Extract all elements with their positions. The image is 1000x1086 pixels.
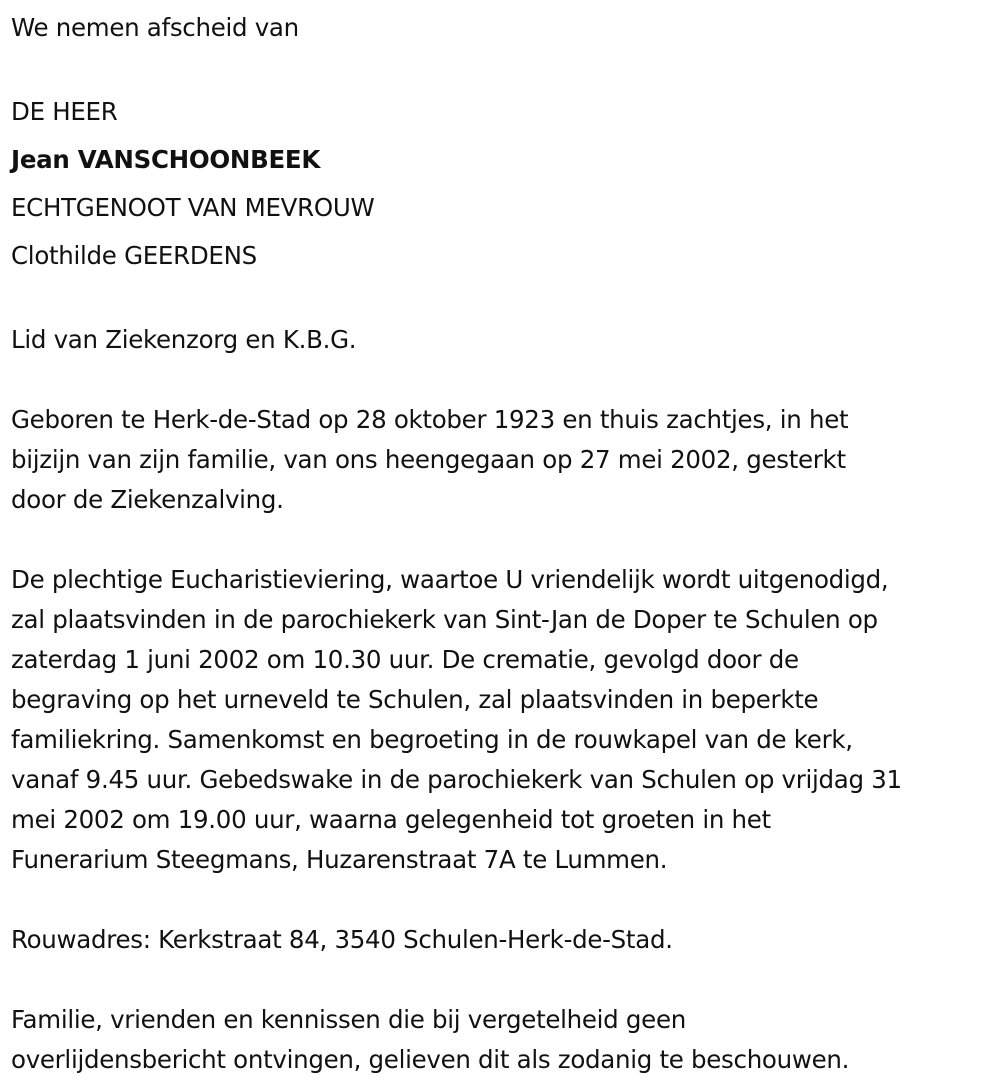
paragraph-line: zaterdag 1 juni 2002 om 10.30 uur. De crematie, gevolgd door de (11, 645, 799, 674)
spacer (11, 960, 996, 1000)
spacer (11, 48, 996, 88)
paragraph-line: Familie, vrienden en kennissen die bij vergetelheid geen (11, 1005, 686, 1034)
honorific: DE HEER (11, 97, 118, 126)
spacer (11, 360, 996, 400)
intro-text: We nemen afscheid van (11, 13, 299, 42)
paragraph-line: familiekring. Samenkomst en begroeting in de rouwkapel van de kerk, (11, 725, 853, 754)
closing-paragraph (11, 1000, 996, 1080)
spouse-name: Clothilde GEERDENS (11, 241, 257, 270)
memorial-text (11, 8, 996, 1080)
birth-death-paragraph (11, 400, 996, 520)
spouse-label: ECHTGENOOT VAN MEVROUW (11, 193, 375, 222)
paragraph-line: Geboren te Herk-de-Stad op 28 oktober 1923 en thuis zachtjes, in het (11, 405, 849, 434)
paragraph-line: door de Ziekenzalving. (11, 485, 284, 514)
ceremony-paragraph (11, 560, 996, 880)
address-text: Rouwadres: Kerkstraat 84, 3540 Schulen-Herk-de-Stad. (11, 925, 673, 954)
paragraph-line: bijzijn van zijn familie, van ons heengegaan op 27 mei 2002, gesterkt (11, 445, 846, 474)
name-block (11, 88, 996, 280)
paragraph-line: Funerarium Steegmans, Huzarenstraat 7A te Lummen. (11, 845, 668, 874)
spacer (11, 520, 996, 560)
spacer (11, 280, 996, 320)
paragraph-line: begraving op het urneveld te Schulen, zal plaatsvinden in beperkte (11, 685, 819, 714)
membership-text: Lid van Ziekenzorg en K.B.G. (11, 325, 357, 354)
spacer (11, 880, 996, 920)
deceased-name: Jean VANSCHOONBEEK (11, 145, 321, 174)
paragraph-line: zal plaatsvinden in de parochiekerk van Sint-Jan de Doper te Schulen op (11, 605, 878, 634)
paragraph-line: overlijdensbericht ontvingen, gelieven dit als zodanig te beschouwen. (11, 1045, 850, 1074)
paragraph-line: De plechtige Eucharistieviering, waartoe U vriendelijk wordt uitgenodigd, (11, 565, 889, 594)
paragraph-line: mei 2002 om 19.00 uur, waarna gelegenheid tot groeten in het (11, 805, 771, 834)
paragraph-line: vanaf 9.45 uur. Gebedswake in de parochiekerk van Schulen op vrijdag 31 (11, 765, 902, 794)
